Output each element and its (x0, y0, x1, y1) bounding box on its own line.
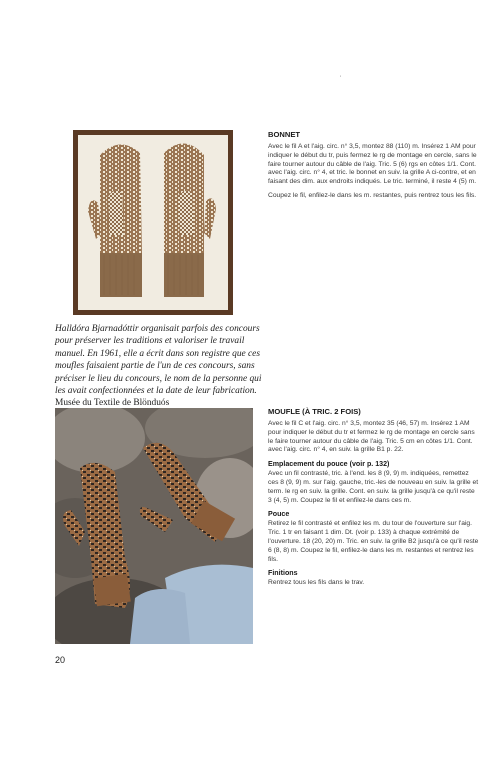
mittens-illustration (78, 135, 228, 310)
bonnet-section (268, 130, 480, 206)
rocks-mittens-illustration (55, 408, 253, 644)
moufle-instructions: Avec le fil C et l'aig. circ. n° 3,5, montez 35 (46, 57) m. Insérez 1 AM pour indiquer le début du tr et fermez le rg de montage en cercle sans le faire tourner autour du câble de l'aig. Tric. 5 cm en côtes 1/1. Cont. avec l'aig. circ. n° 4, en suiv. la grille B1 p. 22. (268, 420, 475, 454)
header-mark: ' (340, 76, 342, 82)
photo-caption (55, 323, 267, 410)
moufle-title: MOUFLE (À TRIC. 2 FOIS) (268, 407, 361, 416)
caption-museum: Musée du Textile de Blönduós (55, 398, 170, 409)
page-number: 20 (55, 655, 66, 665)
thumb-text: Retirez le fil contrasté et enfilez les m. du tour de l'ouverture sur l'aig. Tric. 1 tr en faisant 1 dim. Dt. (voir p. 133) à chaque extrémité de l'ouverture. 18 (20, 20) m. Tric. en suiv. la grille B2 jusqu'à ce qu'il reste 6 (8, 8) m. Coupez le fil, enfilez-le dans les m. restantes et rentrez les fils. (268, 520, 479, 563)
bonnet-finish: Coupez le fil, enfilez-le dans les m. restantes, puis rentrez tous les fils. (268, 191, 477, 199)
mittens-photo (78, 135, 228, 310)
mittens-photo-frame (73, 130, 233, 315)
thumb-placement-text: Avec un fil contrasté, tric. à l'end. les 8 (9, 9) m. indiquées, remettez ces 8 (9, 9) m. sur l'aig. gauche, tric.-les de nouveau en suiv. la grille et term. le rg en suiv. la grille. Cont. en suiv. la grille jusqu'à ce qu'il reste 3 (4, 5) m. Coupez le fil et enfilez-le dans ces m. (268, 470, 479, 504)
bonnet-title: BONNET (268, 130, 301, 139)
caption-text: Halldóra Bjarnadóttir organisait parfois des concours pour préserver les traditions et valoriser le travail manuel. En 1961, elle a écrit dans son registre que ces moufles faisaient partie de l'un de ces concours, sans préciser le lieu du concours, le nom de la personne qui les avait confectionnées et la date de leur fabrication. (55, 324, 262, 397)
thumb-heading: Pouce (268, 510, 290, 519)
finishing-heading: Finitions (268, 569, 298, 578)
thumb-placement-heading: Emplacement du pouce (voir p. 132) (268, 460, 390, 469)
mittens-rocks-photo (55, 408, 253, 644)
moufle-section (268, 407, 480, 593)
finishing-text: Rentrez tous les fils dans le trav. (268, 579, 365, 587)
bonnet-instructions: Avec le fil A et l'aig. circ. n° 3,5, montez 88 (110) m. Insérez 1 AM pour indiquer le début du tr, puis fermez le rg de montage en cercle, sans le faire tourner autour du câble de l'aig. Tric. 5 (6) rgs en côtes 1/1. Cont. avec l'aig. circ. n° 4, et tric. le bonnet en suiv. la grille A ci-contre, et en faisant des dim. aux endroits indiqués. Le tric. terminé, il reste 4 (5) m. (268, 143, 477, 186)
